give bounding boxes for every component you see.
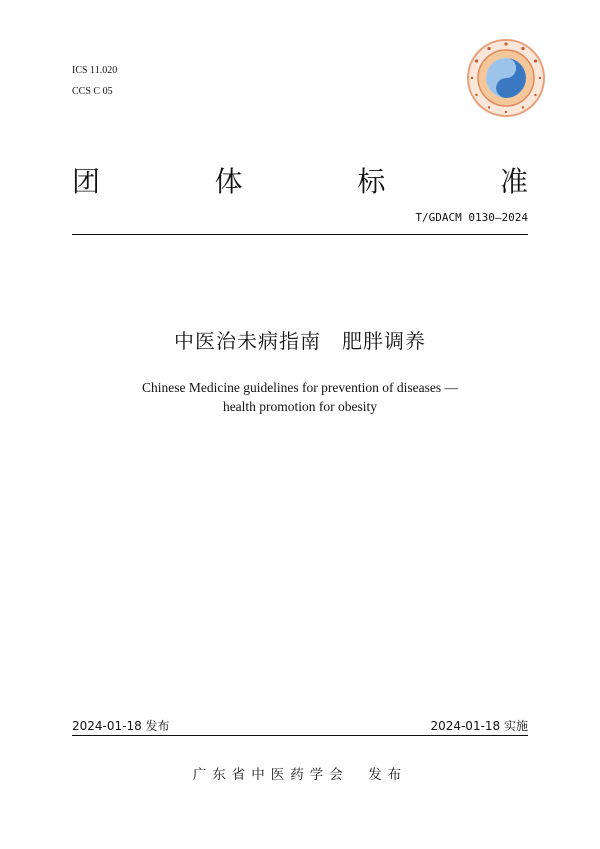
standard-type-char-3: 标 [357, 165, 386, 198]
document-title-chinese: 中医治未病指南 肥胖调养 [174, 329, 426, 353]
issuing-organization: 广东省中医药学会 发布 [192, 767, 408, 783]
standard-code: T/GDACM 0130—2024 [415, 211, 528, 224]
standard-type-char-4: 准 [499, 165, 528, 198]
implementation-date: 2024-01-18 实施 [430, 719, 528, 733]
header-divider [72, 234, 528, 235]
association-seal-icon [466, 38, 546, 118]
standard-type-heading [72, 160, 528, 200]
footer-divider [72, 735, 528, 736]
english-title-line-2: health promotion for obesity [222, 399, 378, 414]
ics-code: ICS 11.020 [72, 65, 118, 76]
publication-date: 2024-01-18 发布 [72, 719, 170, 733]
document-title-english [0, 378, 600, 416]
classification-codes [72, 60, 117, 102]
ccs-code: CCS C 05 [72, 86, 113, 97]
english-title-line-1: Chinese Medicine guidelines for prevention of diseases — [141, 380, 459, 395]
standard-type-char-2: 体 [214, 165, 243, 198]
standard-type-char-1: 团 [72, 165, 101, 198]
